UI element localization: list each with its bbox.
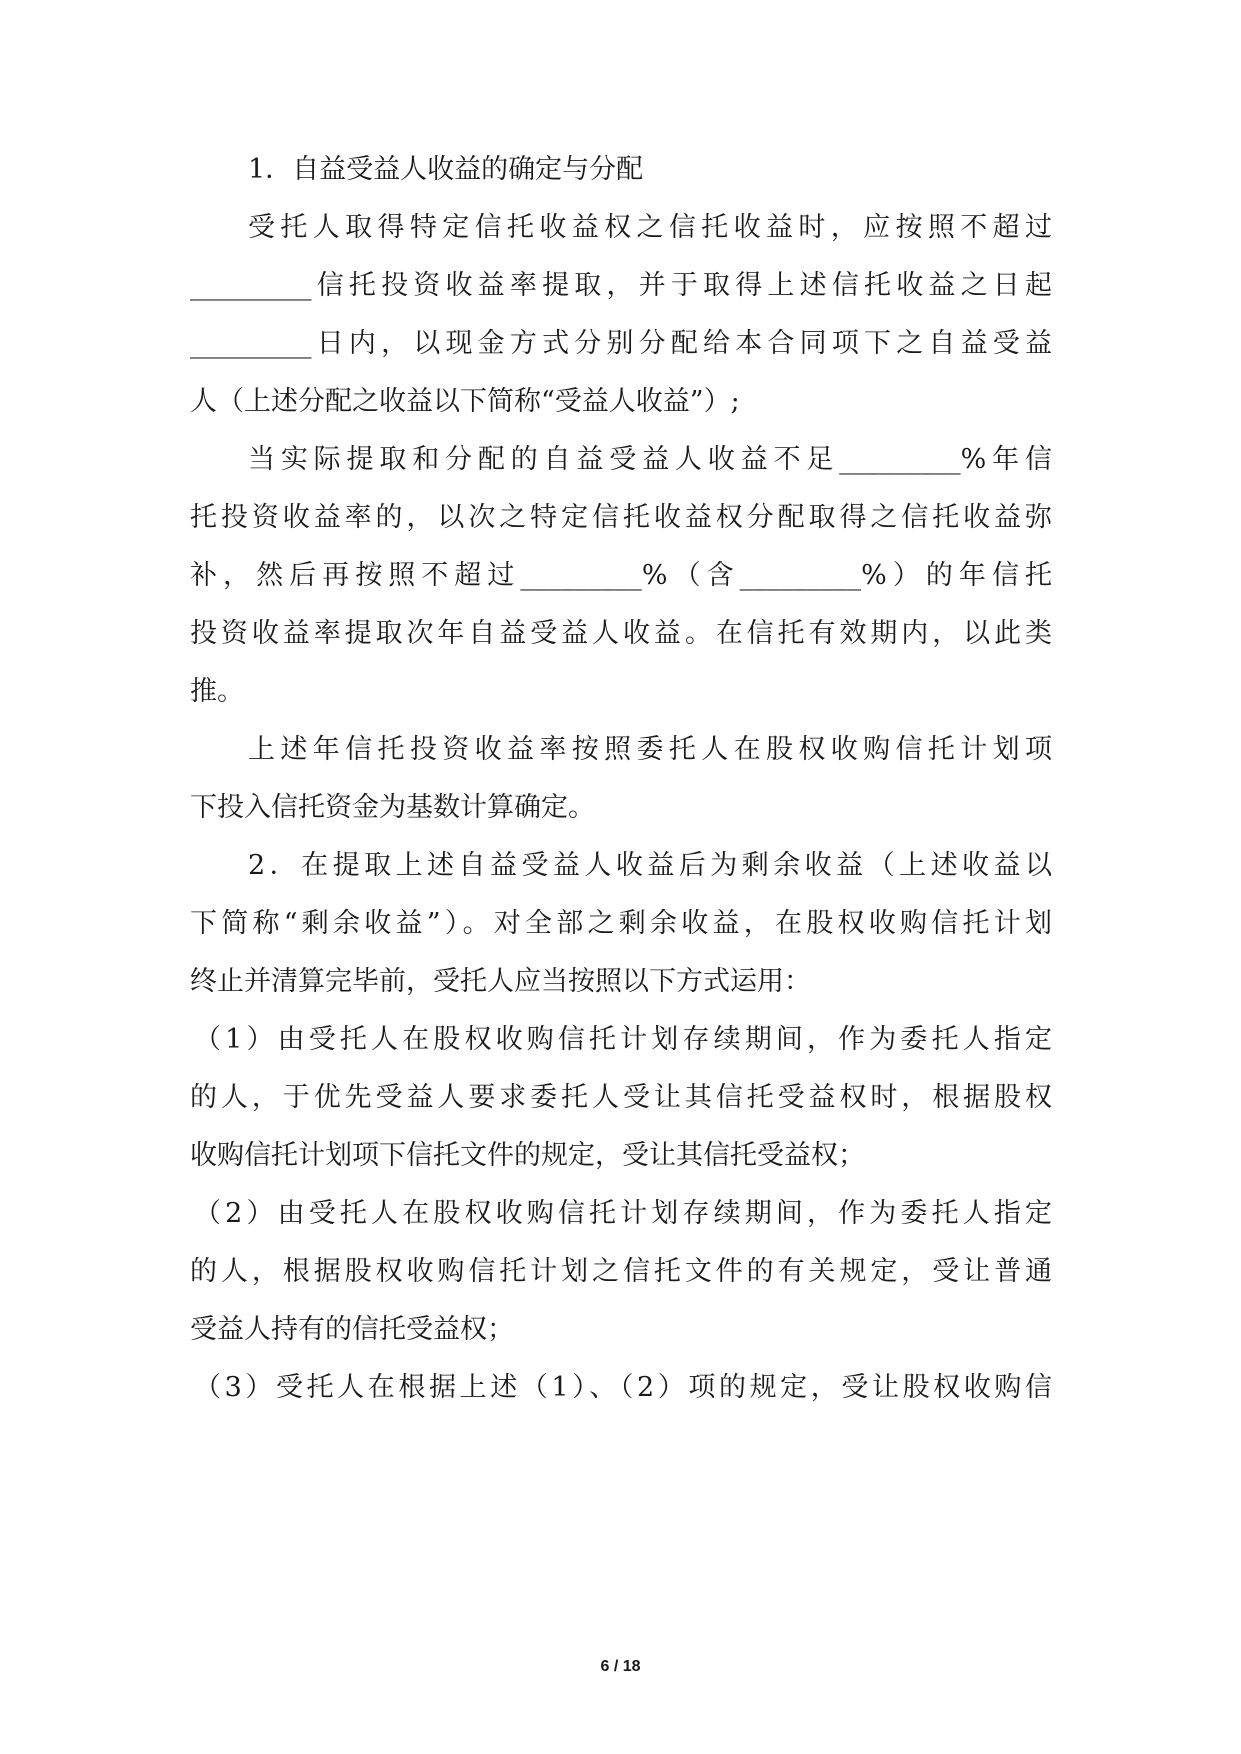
paragraph-line: 人（上述分配之收益以下简称“受益人收益”）;	[190, 386, 740, 417]
paragraph-line: _________信托投资收益率提取，并于取得上述信托收益之日起	[190, 270, 1052, 301]
paragraph-line: 下投入信托资金为基数计算确定。	[190, 792, 595, 823]
list-item-3: （3）受托人在根据上述（1）、（2）项的规定，受让股权收购信	[194, 1372, 1052, 1403]
paragraph-line: 的人，于优先受益人要求委托人受让其信托受益权时，根据股权	[190, 1082, 1052, 1113]
paragraph-line: 收购信托计划项下信托文件的规定，受让其信托受益权；	[190, 1140, 865, 1171]
paragraph-line: 受益人持有的信托受益权；	[190, 1314, 514, 1345]
paragraph-line: 补，然后再按照不超过_________%（含_________%）的年信托	[190, 560, 1052, 591]
list-item-1: （1）由受托人在股权收购信托计划存续期间，作为委托人指定	[194, 1024, 1052, 1055]
page-number: 6 / 18	[600, 1658, 641, 1675]
paragraph-line: 下简称“剩余收益”）。对全部之剩余收益，在股权收购信托计划	[190, 908, 1052, 939]
paragraph-line: 终止并清算完毕前，受托人应当按照以下方式运用：	[190, 966, 811, 997]
paragraph-line: 的人，根据股权收购信托计划之信托文件的有关规定，受让普通	[190, 1256, 1052, 1287]
paragraph-line: 推。	[190, 676, 244, 707]
paragraph-line: 受托人取得特定信托收益权之信托收益时，应按照不超过	[248, 212, 1052, 243]
paragraph-line: 上述年信托投资收益率按照委托人在股权收购信托计划项	[248, 734, 1052, 765]
paragraph-line: 投资收益率提取次年自益受益人收益。在信托有效期内，以此类	[190, 618, 1052, 649]
paragraph-line: 当实际提取和分配的自益受益人收益不足_________%年信	[248, 444, 1052, 475]
section-1-heading: 1．自益受益人收益的确定与分配	[248, 154, 644, 185]
list-item-2: （2）由受托人在股权收购信托计划存续期间，作为委托人指定	[194, 1198, 1052, 1229]
section-2-line: 2．在提取上述自益受益人收益后为剩余收益（上述收益以	[248, 850, 1052, 881]
paragraph-line: _________日内，以现金方式分别分配给本合同项下之自益受益	[190, 328, 1052, 359]
paragraph-line: 托投资收益率的，以次之特定信托收益权分配取得之信托收益弥	[190, 502, 1052, 533]
